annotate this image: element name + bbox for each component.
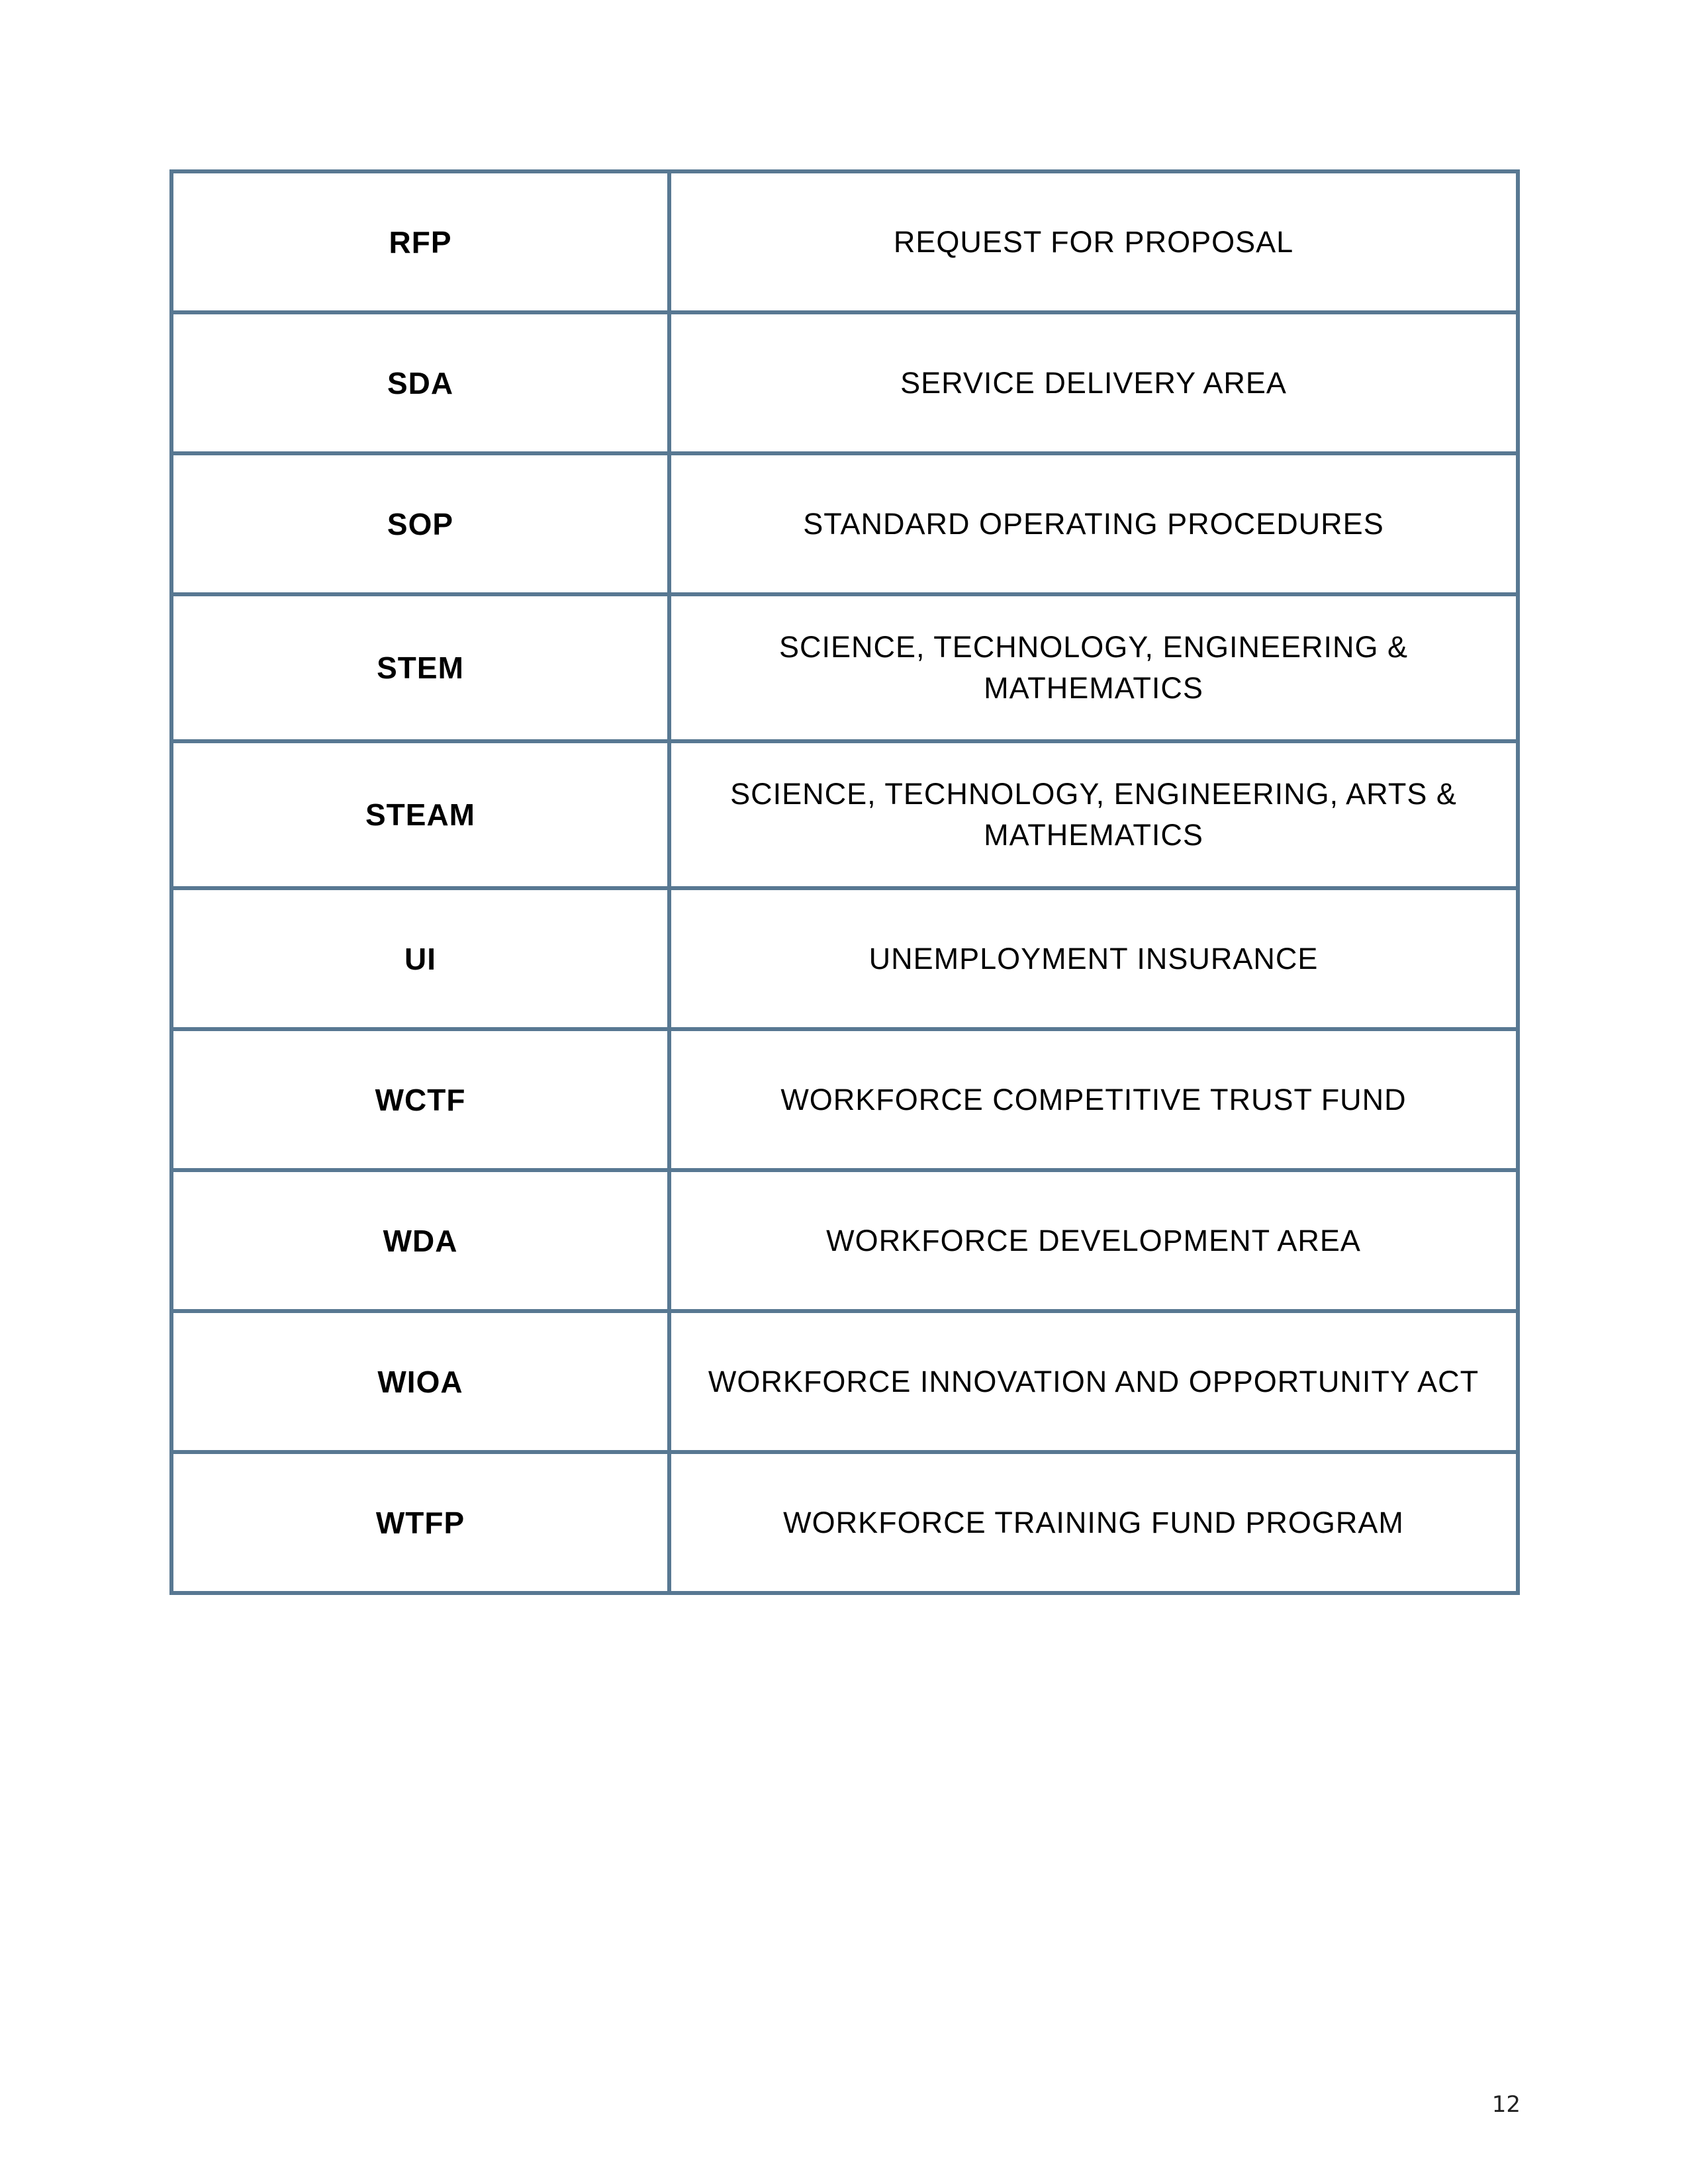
definition-cell: WORKFORCE COMPETITIVE TRUST FUND <box>669 1029 1518 1170</box>
acronym-cell: SDA <box>171 312 669 453</box>
table-row <box>171 312 1518 453</box>
acronym-cell: RFP <box>171 171 669 312</box>
table-row <box>171 888 1518 1029</box>
acronym-cell: STEAM <box>171 741 669 888</box>
table-row <box>171 453 1518 594</box>
definition-cell: WORKFORCE INNOVATION AND OPPORTUNITY ACT <box>669 1311 1518 1452</box>
table-row <box>171 741 1518 888</box>
table-row <box>171 171 1518 312</box>
definition-cell: SERVICE DELIVERY AREA <box>669 312 1518 453</box>
acronym-cell: WTFP <box>171 1452 669 1593</box>
acronym-table <box>169 169 1520 1595</box>
table-row <box>171 594 1518 741</box>
acronym-cell: UI <box>171 888 669 1029</box>
page-number: 12 <box>1491 2091 1521 2118</box>
definition-cell: WORKFORCE TRAINING FUND PROGRAM <box>669 1452 1518 1593</box>
acronym-cell: WIOA <box>171 1311 669 1452</box>
table-row <box>171 1170 1518 1311</box>
definition-cell: UNEMPLOYMENT INSURANCE <box>669 888 1518 1029</box>
definition-cell: REQUEST FOR PROPOSAL <box>669 171 1518 312</box>
definition-cell: SCIENCE, TECHNOLOGY, ENGINEERING, ARTS & MATHEMATICS <box>669 741 1518 888</box>
definition-cell: WORKFORCE DEVELOPMENT AREA <box>669 1170 1518 1311</box>
table-row <box>171 1029 1518 1170</box>
table-row <box>171 1452 1518 1593</box>
table-row <box>171 1311 1518 1452</box>
acronym-cell: WDA <box>171 1170 669 1311</box>
acronym-cell: SOP <box>171 453 669 594</box>
definition-cell: SCIENCE, TECHNOLOGY, ENGINEERING & MATHEMATICS <box>669 594 1518 741</box>
definition-cell: STANDARD OPERATING PROCEDURES <box>669 453 1518 594</box>
acronym-cell: STEM <box>171 594 669 741</box>
acronym-cell: WCTF <box>171 1029 669 1170</box>
